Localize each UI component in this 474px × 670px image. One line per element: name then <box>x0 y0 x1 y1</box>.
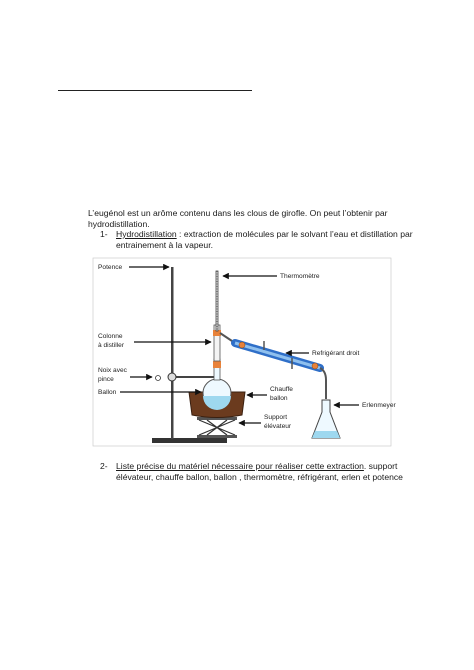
lab-jack <box>197 417 237 438</box>
top-rule <box>58 90 252 91</box>
stand-rod <box>171 267 174 439</box>
label-noix-2: pince <box>98 376 114 383</box>
item-text: . support élévateur, chauffe ballon, ballon , thermomètre, réfrigérant, erlen et potence <box>116 461 403 482</box>
condenser <box>235 341 320 369</box>
intro-paragraph: L’eugénol est un arôme contenu dans les clous de girofle. On peut l’obtenir par hydrodistillation. <box>88 208 388 229</box>
clamp-screw <box>156 376 161 381</box>
stand-base <box>152 438 227 443</box>
label-thermometre: Thermomètre <box>280 273 320 280</box>
item-term: Liste précise du matériel nécessaire pour réaliser cette extraction <box>116 461 364 471</box>
label-erlenmeyer: Erlenmeyer <box>362 402 396 409</box>
label-support-2: élévateur <box>264 423 292 430</box>
item-number: 2- <box>100 461 108 471</box>
item-number: 1- <box>100 229 108 239</box>
label-potence: Potence <box>98 264 123 271</box>
label-support-1: Support <box>264 414 288 421</box>
item-term: Hydrodistillation <box>116 229 177 239</box>
adapter <box>320 368 326 399</box>
erlenmeyer-liquid <box>312 431 340 438</box>
item-text: : extraction de molécules par le solvant l’eau et distillation par entrainement à la vapeur. <box>116 229 413 250</box>
item-body <box>116 229 430 251</box>
label-refrigerant: Refrigérant droit <box>312 350 360 357</box>
item-body <box>116 461 430 483</box>
boss-clamp <box>168 373 176 381</box>
label-chauffe-1: Chauffe <box>270 386 293 393</box>
label-noix-1: Noix avec <box>98 367 127 374</box>
label-colonne-1: Colonne <box>98 333 123 340</box>
hydrodistillation-diagram <box>92 257 396 447</box>
label-chauffe-2: ballon <box>270 395 288 402</box>
label-ballon: Ballon <box>98 389 117 396</box>
label-colonne-2: à distiller <box>98 342 125 349</box>
flask-joint <box>213 361 221 368</box>
